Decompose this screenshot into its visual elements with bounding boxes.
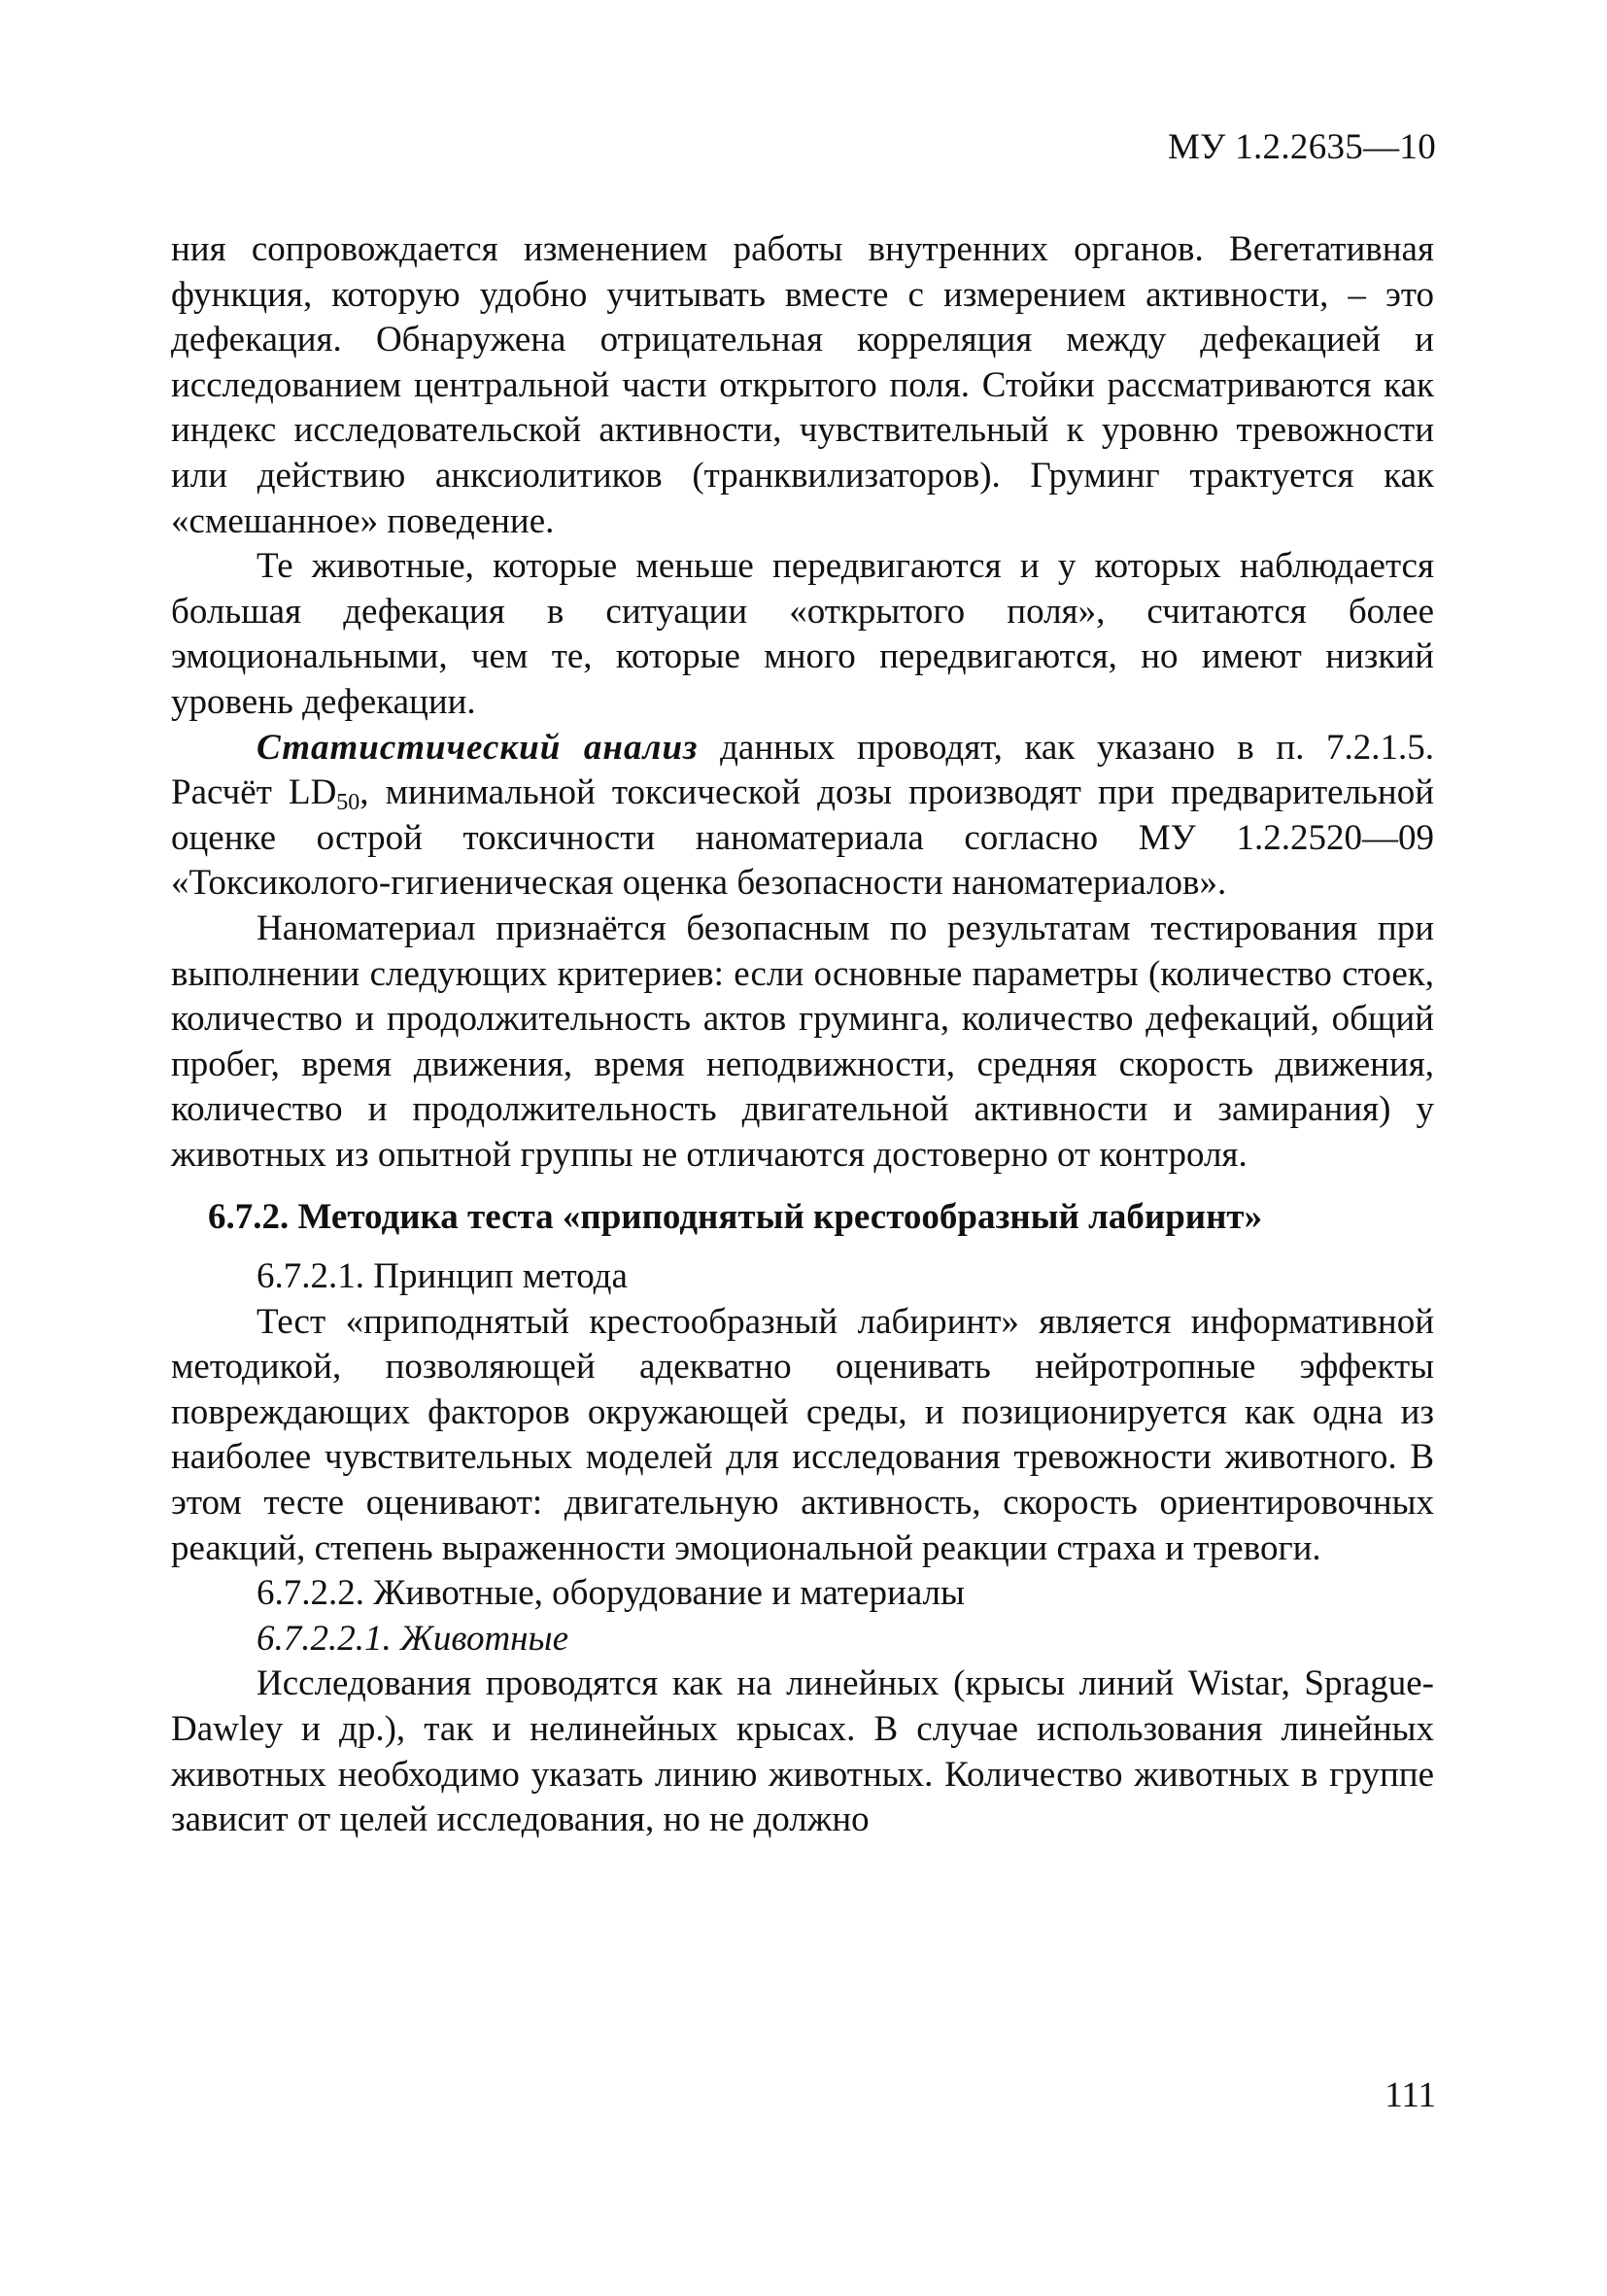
statistical-analysis-term: Статистический анализ [256, 727, 699, 768]
statistical-analysis-text-a: данных проводят, как указано в п. 7.2.1.5. Расчёт LD [171, 727, 1434, 813]
statistical-analysis-text-b: , минимальной токсической дозы производят при предварительной оценке острой токсичности наноматериала согласно МУ 1.2.2520—09 «Токсиколого-гигиеническая оценка безопасности наноматериалов». [171, 772, 1435, 904]
page-body [171, 227, 1434, 1843]
ld-subscript: 50 [336, 790, 360, 816]
paragraph-animals-emotionality: Те животные, которые меньше передвигаются и у которых наблюдается большая дефекация в ситуации «открытого поля», считаются более эмоциональными, чем те, которые много передвигаются, но имеют низкий уровень дефекации. [171, 546, 1434, 722]
page-number: 111 [1385, 2075, 1436, 2115]
paragraph-statistical-analysis [171, 726, 1434, 907]
subheading-6-7-2-2-1: 6.7.2.2.1. Животные [256, 1618, 569, 1659]
paragraph-method-principle: Тест «приподнятый крестообразный лабиринт» является информативной методикой, позволяющей адекватно оценивать нейротропные эффекты повреждающих факторов окружающей среды, и позиционируется как одна из наиболее чувствительных моделей для исследования тревожности животного. В этом тесте оценивают: двигательную активность, скорость ориентировочных реакций, степень выраженности эмоциональной реакции страха и тревоги. [171, 1301, 1434, 1568]
section-heading-6-7-2: 6.7.2. Методика теста «приподнятый крестообразный лабиринт» [208, 1197, 1263, 1238]
paragraph-safety-criteria: Наноматериал признаётся безопасным по результатам тестирования при выполнении следующих критериев: если основные параметры (количество стоек, количество и продолжительность актов груминга, количество дефекаций, общий пробег, время движения, время неподвижности, средняя скорость движения, количество и продолжительность двигательной активности и замирания) у животных из опытной группы не отличаются достоверно от контроля. [171, 908, 1434, 1175]
paragraph-animals-lines: Исследования проводятся как на линейных (крысы линий Wistar, Sprague-Dawley и др.), так и нелинейных крысах. В случае использования линейных животных необходимо указать линию животных. Количество животных в группе зависит от целей исследования, но не должно [171, 1663, 1434, 1840]
subheading-6-7-2-1: 6.7.2.1. Принцип метода [256, 1256, 628, 1297]
document-code-header: МУ 1.2.2635—10 [1167, 127, 1436, 167]
subheading-6-7-2-2: 6.7.2.2. Животные, оборудование и материалы [256, 1573, 965, 1614]
paragraph-continued: ния сопровождается изменением работы внутренних органов. Вегетативная функция, которую удобно учитывать вместе с измерением активности, – это дефекация. Обнаружена отрицательная корреляция между дефекацией и исследованием центральной части открытого поля. Стойки рассматриваются как индекс исследовательской активности, чувствительный к уровню тревожности или действию анксиолитиков (транквилизаторов). Груминг трактуется как «смешанное» поведение. [171, 229, 1434, 541]
